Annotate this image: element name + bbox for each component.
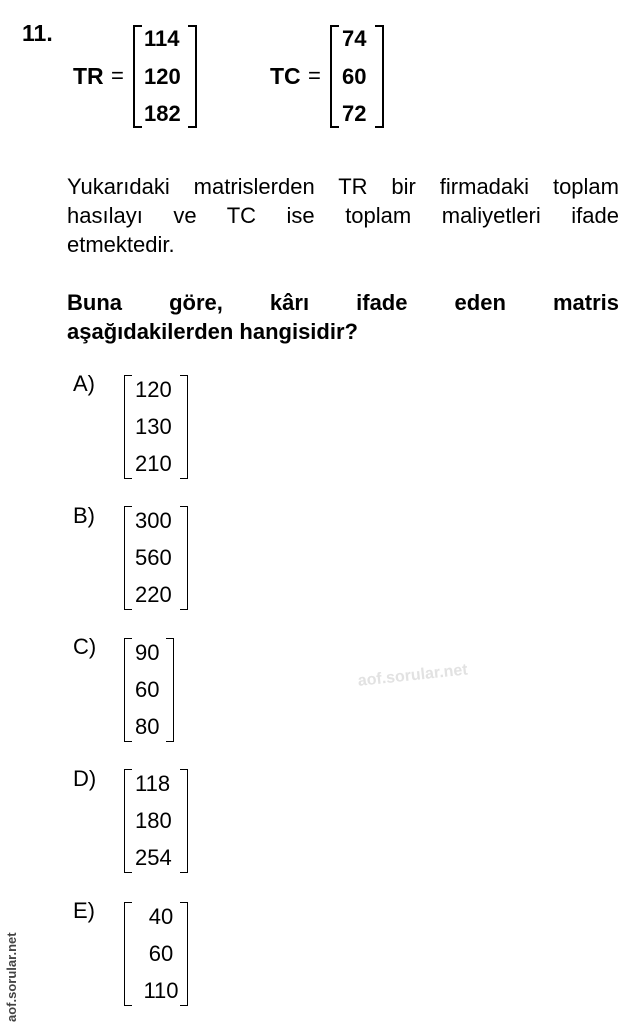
option-a-value: 130 <box>135 414 172 439</box>
option-d-value: 254 <box>135 845 172 870</box>
option-c-matrix[interactable] <box>124 638 174 742</box>
option-b-matrix[interactable] <box>124 506 188 610</box>
tc-label: TC <box>270 63 301 89</box>
option-e-matrix[interactable] <box>124 902 188 1006</box>
tc-matrix <box>330 25 384 128</box>
option-e-label: E) <box>73 898 95 923</box>
stem-line: hasılayı ve TC ise toplam maliyetleri ifade <box>67 203 619 228</box>
tc-value: 74 <box>342 26 367 51</box>
option-c-value: 60 <box>135 677 160 702</box>
prompt-line: aşağıdakilerden hangisidir? <box>67 319 358 344</box>
tr-value: 114 <box>144 26 180 51</box>
side-watermark: aof.sorular.net <box>4 932 19 1022</box>
option-a-matrix[interactable] <box>124 375 188 479</box>
tc-equals: = <box>308 63 321 88</box>
option-d-value: 180 <box>135 808 172 833</box>
option-a-value: 210 <box>135 451 172 476</box>
option-e-value: 40 <box>148 904 174 929</box>
option-b-value: 220 <box>135 582 172 607</box>
tr-value: 182 <box>144 101 181 126</box>
question-stem <box>67 172 619 259</box>
option-c-value: 80 <box>135 714 160 739</box>
option-b-value: 300 <box>135 508 172 533</box>
tr-matrix <box>133 25 197 128</box>
tc-value: 72 <box>342 101 367 126</box>
option-d-value: 118 <box>135 771 171 796</box>
option-e-value: 60 <box>148 941 174 966</box>
question-number: 11. <box>22 20 53 46</box>
stem-line: Yukarıdaki matrislerden TR bir firmadaki toplam <box>67 174 619 199</box>
tr-equals: = <box>111 63 124 88</box>
tr-label: TR <box>73 63 104 89</box>
option-b-value: 560 <box>135 545 172 570</box>
option-e-value: 110 <box>143 978 179 1003</box>
tc-value: 60 <box>342 63 367 89</box>
option-a-label: A) <box>73 371 95 396</box>
stem-line: etmektedir. <box>67 232 175 257</box>
question-prompt <box>67 288 619 346</box>
option-d-matrix[interactable] <box>124 769 188 873</box>
prompt-line: Buna göre, kârı ifade eden matris <box>67 290 619 315</box>
tr-value: 120 <box>144 63 181 89</box>
option-b-label: B) <box>73 503 95 528</box>
option-c-value: 90 <box>135 640 160 665</box>
option-c-label: C) <box>73 634 97 659</box>
option-a-value: 120 <box>135 377 172 402</box>
watermark: aof.sorular.net <box>357 661 469 690</box>
option-d-label: D) <box>73 766 97 791</box>
